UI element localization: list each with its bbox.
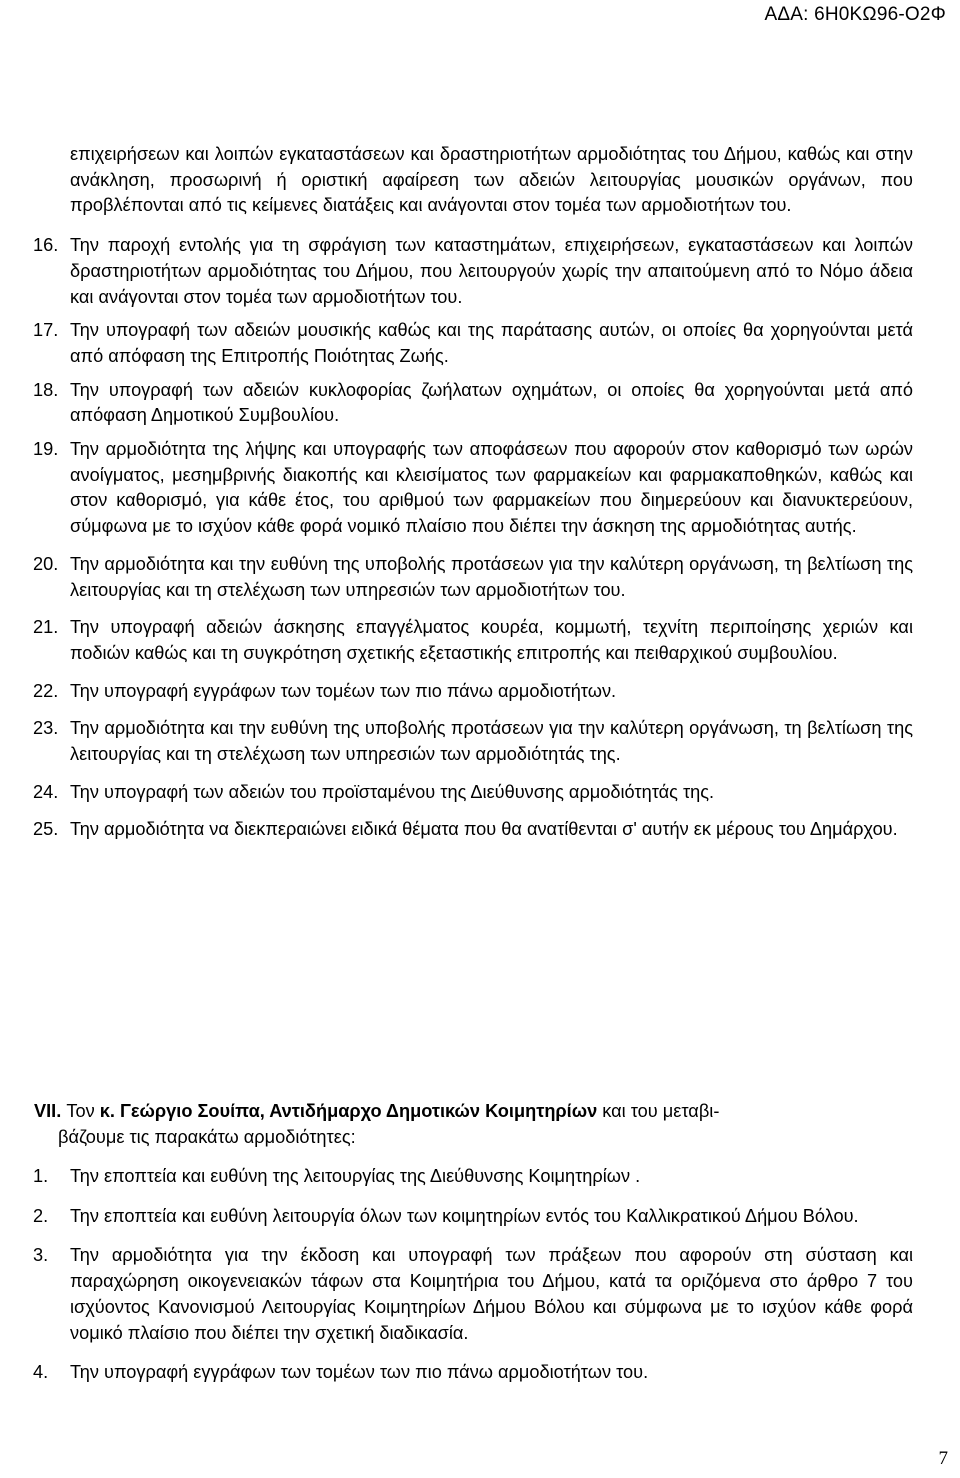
item-number: 16. [33, 235, 59, 256]
item-text: Την αρμοδιότητα και την ευθύνη της υποβολής προτάσεων για την καλύτερη οργάνωση, τη βελτίωση της λειτουργίας και τη στελέχωση των υπηρεσιών των αρμοδιότητάς της. [70, 718, 913, 765]
section-title-abbr: κ. [99, 1101, 115, 1121]
list-item-17 [33, 318, 913, 369]
item-text: Την υπογραφή των αδειών μουσικής καθώς και της παράτασης αυτών, οι οποίες θα χορηγούνται μετά από απόφαση της Επιτροπής Ποιότητας Ζωής. [70, 320, 913, 366]
section-list-item-3 [33, 1243, 913, 1346]
document-body [33, 142, 913, 843]
document-ada-code: ΑΔΑ: 6Η0ΚΩ96-Ο2Φ [764, 4, 946, 25]
list-item-23 [33, 716, 913, 767]
section-prefix: Τον [61, 1101, 100, 1121]
item-number: 2. [33, 1205, 49, 1226]
item-number: 17. [33, 320, 59, 341]
item-text: Την υπογραφή αδειών άσκησης επαγγέλματος κουρέα, κομμωτή, τεχνίτη περιποίησης χεριών και ποδιών καθώς και τη συγκρότηση σχετικής εξεταστικής επιτροπής και πειθαρχικού συμβουλίου. [70, 617, 913, 663]
section-list-item-2 [33, 1204, 913, 1230]
item-text: Την αρμοδιότητα της λήψης και υπογραφής των αποφάσεων που αφορούν στον καθορισμό των ωρών ανοίγματος, μεσημβρινής διακοπής και κλεισίματος των φαρμακείων και φαρμακαποθηκών, καθώς και στον καθορισμό, για κάθε έτος, του αριθμού των φαρμακείων που διημερεύουν και διανυκτερεύουν, σύμφωνα με το ισχύον κάθε φορά νομικό πλαίσιο που διέπει την άσκηση της αρμοδιότητας αυτής. [70, 439, 913, 537]
item-text: Την αρμοδιότητα για την έκδοση και υπογραφή των πράξεων που αφορούν στη σύσταση και παραχώρηση οικογενειακών τάφων στα Κοιμητήρια του Δήμου, κατά τα οριζόμενα στο άρθρο 7 του ισχύοντος Κανονισμού Λειτουργίας Κοιμητηρίων Δήμου Βόλου και σύμφωνα με το ισχύον κάθε φορά νομικό πλαίσιο που διέπει την σχετική διαδικασία. [70, 1245, 913, 1343]
item-text: Την εποπτεία και ευθύνη λειτουργία όλων των κοιμητηρίων εντός του Καλλικρατικού Δήμου Βόλου. [70, 1205, 859, 1226]
item-number: 25. [33, 819, 59, 840]
section-suffix: και του μεταβι- [597, 1101, 720, 1121]
section-continuation: βάζουμε τις παρακάτω αρμοδιότητες: [58, 1126, 356, 1147]
item-text: Την εποπτεία και ευθύνη της λειτουργίας της Διεύθυνσης Κοιμητηρίων . [70, 1166, 641, 1186]
item-text: Την αρμοδιότητα να διεκπεραιώνει ειδικά θέματα που θα ανατίθενται σ' αυτήν εκ μέρους του Δημάρχου. [70, 819, 898, 840]
item-text: Την υπογραφή εγγράφων των τομέων των πιο πάνω αρμοδιοτήτων. [70, 680, 617, 701]
item-number: 1. [33, 1166, 49, 1186]
page-number: 7 [938, 1448, 948, 1469]
item-number: 19. [33, 439, 59, 460]
item-text: Την υπογραφή εγγράφων των τομέων των πιο πάνω αρμοδιοτήτων του. [70, 1362, 649, 1383]
item-number: 24. [33, 781, 59, 802]
item-text: Την υπογραφή των αδειών κυκλοφορίας ζωήλατων οχημάτων, οι οποίες θα χορηγούνται μετά από απόφαση Δημοτικού Συμβουλίου. [70, 379, 913, 426]
item-number: 22. [33, 680, 59, 701]
section-vii-list [33, 1164, 913, 1386]
item-text: Την υπογραφή των αδειών του προϊσταμένου της Διεύθυνσης αρμοδιότητάς της. [70, 781, 715, 802]
list-item-22 [33, 679, 913, 705]
item-number: 23. [33, 718, 59, 739]
section-roman-numeral: VII. [34, 1101, 62, 1121]
list-item-18 [33, 378, 913, 429]
item-text: Την αρμοδιότητα και την ευθύνη της υποβολής προτάσεων για την καλύτερη οργάνωση, τη βελτίωση της λειτουργίας και τη στελέχωση των υπηρεσιών των αρμοδιοτήτων του. [70, 553, 913, 600]
list-item-19 [33, 437, 913, 540]
section-vii-heading [34, 1099, 914, 1150]
item-text: Την παροχή εντολής για τη σφράγιση των καταστημάτων, επιχειρήσεων, εγκαταστάσεων και λοιπών δραστηριοτήτων αρμοδιότητας του Δήμου, που λειτουργούν χωρίς την απαιτούμενη από το Νόμο άδεια και ανάγονται στον τομέα των αρμοδιοτήτων του. [70, 235, 913, 307]
list-item-24 [33, 780, 913, 806]
item-number: 18. [33, 379, 59, 400]
intro-paragraph: επιχειρήσεων και λοιπών εγκαταστάσεων και δραστηριοτήτων αρμοδιότητας του Δήμου, καθώς και στην ανάκληση, προσωρινή ή οριστική αφαίρεση των αδειών λειτουργίας μουσικών οργάνων, που προβλέπονται από τις κείμενες διατάξεις και ανάγονται στον τομέα των αρμοδιοτήτων του. [70, 144, 913, 216]
item-number: 3. [33, 1245, 49, 1266]
section-list-item-1 [33, 1164, 913, 1190]
list-item-21 [33, 615, 913, 666]
list-item-25 [33, 817, 913, 843]
list-item-16 [33, 233, 913, 310]
item-number: 20. [33, 553, 59, 574]
section-list-item-4 [33, 1360, 913, 1386]
section-deputy-mayor-name: Γεώργιο Σουίπα, Αντιδήμαρχο Δημοτικών Κοιμητηρίων [114, 1101, 598, 1121]
item-number: 4. [33, 1362, 49, 1383]
list-item-20 [33, 552, 913, 603]
item-number: 21. [33, 617, 59, 638]
